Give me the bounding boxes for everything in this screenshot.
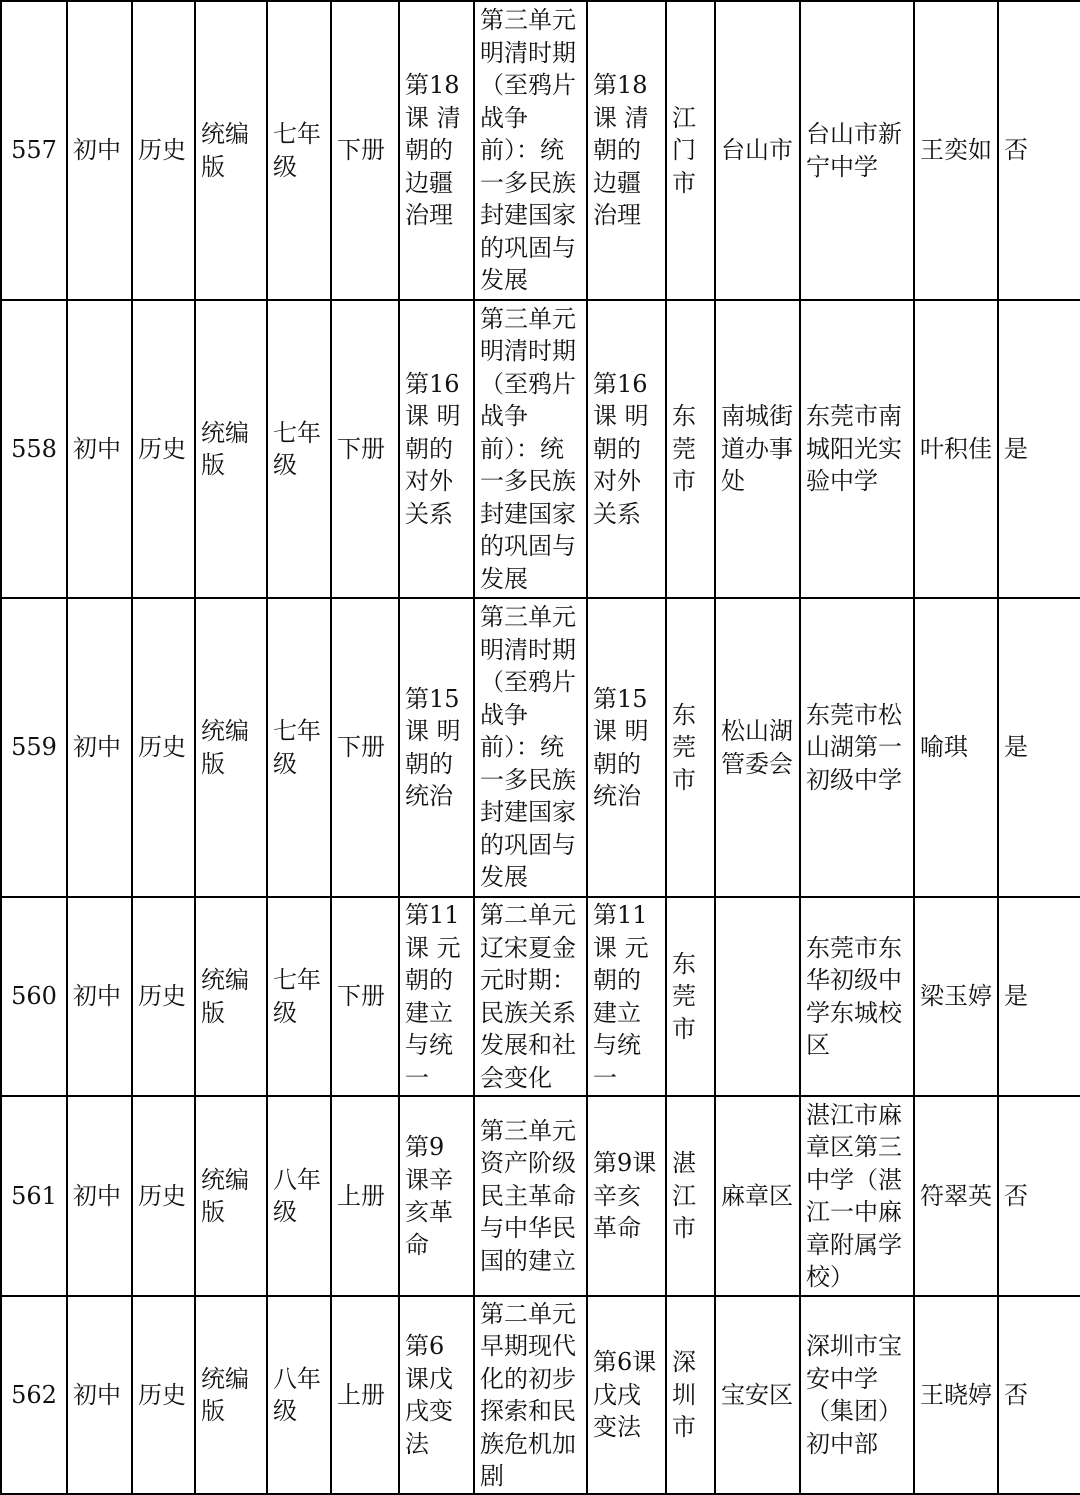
flag: 否 — [998, 1096, 1080, 1296]
volume: 上册 — [331, 1296, 399, 1494]
lesson: 第18课 清朝的边疆治理 — [399, 1, 474, 300]
table-row — [1, 598, 1080, 897]
table-row — [1, 300, 1080, 598]
edition: 统编版 — [195, 300, 267, 598]
grade: 七年级 — [267, 1, 331, 300]
school-stage: 初中 — [67, 897, 132, 1096]
row-number: 559 — [1, 598, 67, 897]
topic: 第16课 明朝的对外关系 — [587, 300, 666, 598]
district — [715, 897, 800, 1096]
school-stage: 初中 — [67, 598, 132, 897]
district: 宝安区 — [715, 1296, 800, 1494]
city: 东莞市 — [666, 897, 715, 1096]
edition: 统编版 — [195, 1, 267, 300]
subject: 历史 — [132, 1096, 195, 1296]
row-number: 562 — [1, 1296, 67, 1494]
flag: 是 — [998, 897, 1080, 1096]
lesson: 第9课辛亥革命 — [399, 1096, 474, 1296]
district: 台山市 — [715, 1, 800, 300]
unit: 第三单元明清时期（至鸦片战争前）：统一多民族封建国家的巩固与发展 — [474, 598, 587, 897]
subject: 历史 — [132, 598, 195, 897]
unit: 第二单元早期现代化的初步探索和民族危机加剧 — [474, 1296, 587, 1494]
teacher: 王晓婷 — [914, 1296, 998, 1494]
flag: 否 — [998, 1296, 1080, 1494]
school-stage: 初中 — [67, 1296, 132, 1494]
table-row — [1, 1, 1080, 300]
school-name: 东莞市南城阳光实验中学 — [800, 300, 914, 598]
topic: 第11课 元朝的建立与统一 — [587, 897, 666, 1096]
topic: 第9课辛亥革命 — [587, 1096, 666, 1296]
flag: 否 — [998, 1, 1080, 300]
school-stage: 初中 — [67, 1096, 132, 1296]
school-stage: 初中 — [67, 1, 132, 300]
volume: 下册 — [331, 300, 399, 598]
teacher: 叶积佳 — [914, 300, 998, 598]
city: 湛江市 — [666, 1096, 715, 1296]
teacher: 符翠英 — [914, 1096, 998, 1296]
lesson: 第6课戊戌变法 — [399, 1296, 474, 1494]
unit: 第三单元明清时期（至鸦片战争前）：统一多民族封建国家的巩固与发展 — [474, 300, 587, 598]
row-number: 561 — [1, 1096, 67, 1296]
school-name: 东莞市松山湖第一初级中学 — [800, 598, 914, 897]
grade: 八年级 — [267, 1296, 331, 1494]
city: 东莞市 — [666, 598, 715, 897]
lesson: 第11课 元朝的建立与统一 — [399, 897, 474, 1096]
subject: 历史 — [132, 897, 195, 1096]
grade: 八年级 — [267, 1096, 331, 1296]
topic: 第15课 明朝的统治 — [587, 598, 666, 897]
flag: 是 — [998, 300, 1080, 598]
city: 东莞市 — [666, 300, 715, 598]
topic: 第18课 清朝的边疆治理 — [587, 1, 666, 300]
volume: 下册 — [331, 598, 399, 897]
city: 江门市 — [666, 1, 715, 300]
volume: 下册 — [331, 897, 399, 1096]
school-name: 深圳市宝安中学（集团）初中部 — [800, 1296, 914, 1494]
grade: 七年级 — [267, 897, 331, 1096]
subject: 历史 — [132, 1296, 195, 1494]
edition: 统编版 — [195, 1296, 267, 1494]
edition: 统编版 — [195, 1096, 267, 1296]
teacher: 梁玉婷 — [914, 897, 998, 1096]
edition: 统编版 — [195, 897, 267, 1096]
table-row — [1, 1296, 1080, 1494]
row-number: 560 — [1, 897, 67, 1096]
table-row — [1, 1096, 1080, 1296]
teacher: 王奕如 — [914, 1, 998, 300]
subject: 历史 — [132, 1, 195, 300]
grade: 七年级 — [267, 300, 331, 598]
table-row — [1, 897, 1080, 1096]
lesson: 第15课 明朝的统治 — [399, 598, 474, 897]
teacher: 喻琪 — [914, 598, 998, 897]
unit: 第二单元辽宋夏金元时期：民族关系发展和社会变化 — [474, 897, 587, 1096]
district: 麻章区 — [715, 1096, 800, 1296]
school-stage: 初中 — [67, 300, 132, 598]
subject: 历史 — [132, 300, 195, 598]
row-number: 558 — [1, 300, 67, 598]
city: 深圳市 — [666, 1296, 715, 1494]
volume: 下册 — [331, 1, 399, 300]
school-name: 台山市新宁中学 — [800, 1, 914, 300]
grade: 七年级 — [267, 598, 331, 897]
unit: 第三单元明清时期（至鸦片战争前）：统一多民族封建国家的巩固与发展 — [474, 1, 587, 300]
row-number: 557 — [1, 1, 67, 300]
edition: 统编版 — [195, 598, 267, 897]
topic: 第6课戊戌变法 — [587, 1296, 666, 1494]
district: 南城街道办事处 — [715, 300, 800, 598]
district: 松山湖管委会 — [715, 598, 800, 897]
school-name: 湛江市麻章区第三中学（湛江一中麻章附属学校） — [800, 1096, 914, 1296]
volume: 上册 — [331, 1096, 399, 1296]
flag: 是 — [998, 598, 1080, 897]
lesson: 第16课 明朝的对外关系 — [399, 300, 474, 598]
unit: 第三单元资产阶级民主革命与中华民国的建立 — [474, 1096, 587, 1296]
school-name: 东莞市东华初级中学东城校区 — [800, 897, 914, 1096]
